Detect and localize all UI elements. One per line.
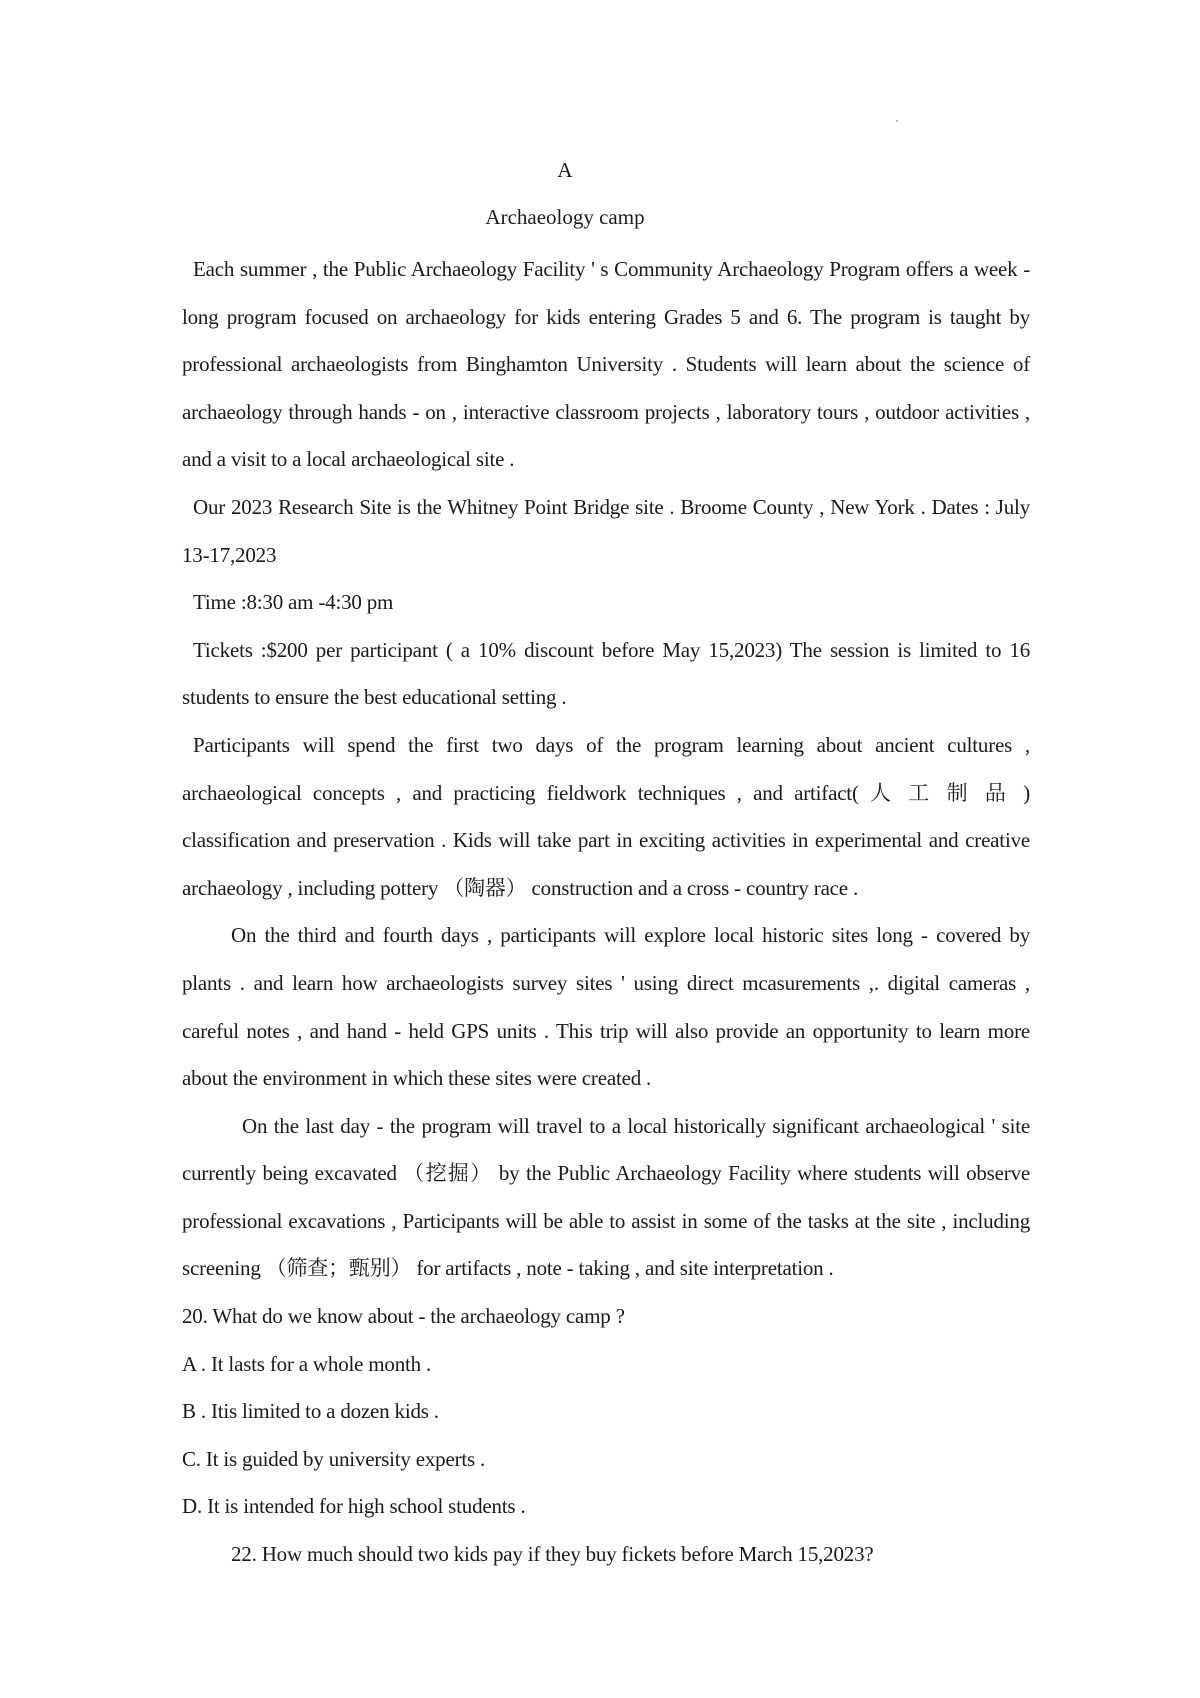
paragraph-research-site: Our 2023 Research Site is the Whitney Point Bridge site . Broome County , New York . Dates : July 13-17,2023 (182, 494, 1030, 567)
paragraph-third-fourth-days: On the third and fourth days , participants will explore local historic sites long - covered by plants . and learn how archaeologists survey sites ' using direct mcasurements ,. digital cameras , careful notes , and hand - held GPS units . This trip will also provide an opportunity to learn more about the environment in which these sites were created . (182, 923, 1030, 1091)
question-20-stem: 20. What do we know about - the archaeology camp ? (182, 1304, 625, 1329)
paragraph-first-two-days: Participants will spend the first two days of the program learning about ancient cultures , archaeological concepts , and practicing fieldwork techniques , and artifact( 人 工 制 品 ) classification and preservation . Kids will take part in exciting activities in experimental and creative archaeology , including pottery （陶器） construction and a cross - country race . (182, 732, 1030, 900)
scan-speck (896, 120, 898, 122)
question-20-option-b: B . Itis limited to a dozen kids . (182, 1399, 439, 1424)
passage-title: Archaeology camp (485, 205, 645, 229)
paragraph-time: Time :8:30 am -4:30 pm (193, 590, 394, 615)
question-22-stem: 22. How much should two kids pay if they buy fickets before March 15,2023? (231, 1542, 874, 1567)
paragraph-tickets: Tickets :$200 per participant ( a 10% discount before May 15,2023) The session is limited to 16 students to ensure the best educational setting . (182, 637, 1030, 710)
passage-body (182, 246, 1030, 1579)
paragraph-last-day: On the last day - the program will travel to a local historically significant archaeological ' site currently being excavated （挖掘） by the Public Archaeology Facility where students will observe professional excavations , Participants will be able to assist in some of the tasks at the site , including screening （筛查；甄别） for artifacts , note - taking , and site interpretation . (182, 1113, 1030, 1281)
paragraph-intro: Each summer , the Public Archaeology Facility ' s Community Archaeology Program offers a week - long program focused on archaeology for kids entering Grades 5 and 6. The program is taught by professional archaeologists from Binghamton University . Students will learn about the science of archaeology through hands - on , interactive classroom projects , laboratory tours , outdoor activities , and a visit to a local archaeological site . (182, 257, 1030, 472)
question-20-option-d: D. It is intended for high school students . (182, 1494, 526, 1519)
question-20-option-a: A . It lasts for a whole month . (182, 1351, 432, 1376)
passage-letter: A (557, 158, 573, 182)
question-20-option-c: C. It is guided by university experts . (182, 1446, 486, 1471)
